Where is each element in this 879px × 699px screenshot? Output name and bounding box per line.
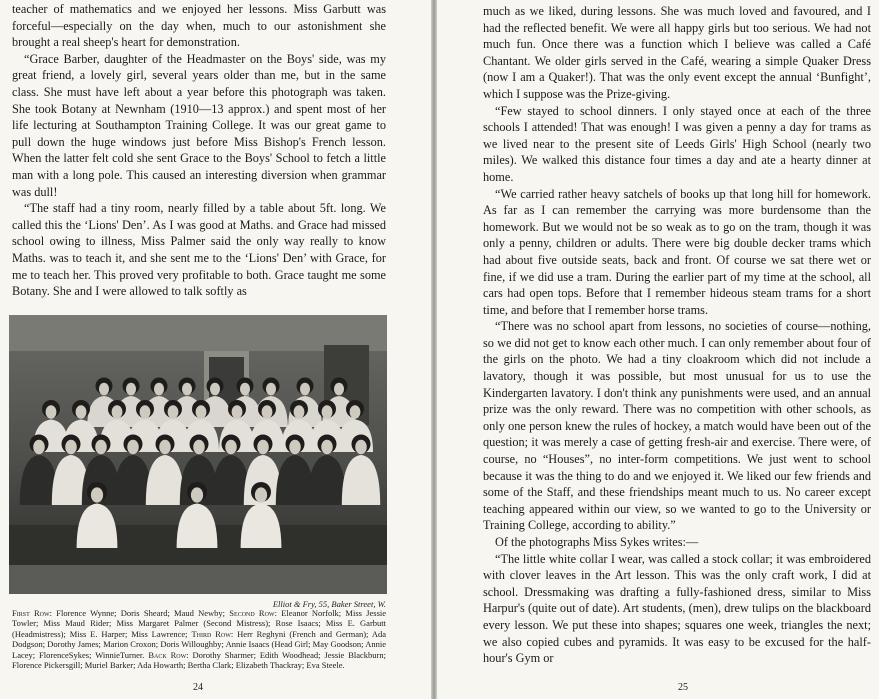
photo-caption [12, 608, 386, 670]
figure-face [294, 405, 305, 419]
figure-face [126, 383, 136, 396]
caption-row-label: Third Row: [191, 628, 234, 639]
figure-body [241, 504, 282, 549]
paragraph: Of the photographs Miss Sykes writes:— [495, 535, 699, 549]
page-number: 24 [193, 682, 203, 693]
caption-row-names: Florence Wynne; Doris Sheard; Maud Newby; [56, 608, 226, 618]
figure-face [33, 440, 45, 454]
figure-face [154, 383, 164, 396]
figure-face [210, 383, 220, 396]
figure-face [289, 440, 301, 454]
right-page-text [483, 3, 871, 667]
figure-face [99, 383, 109, 396]
figure-face [266, 383, 276, 396]
figure-face [112, 405, 123, 419]
figure-face [91, 487, 103, 502]
figure-face [159, 440, 171, 454]
caption-row-label: Back Row: [148, 649, 189, 660]
figure-face [193, 440, 205, 454]
figure-face [140, 405, 151, 419]
paragraph: “We carried rather heavy satchels of books up that long hill for homework. As far as I can remember the carrying was more burdensome than the homework. But we would not be so weak as to go on the tram, though it was only a penny, children or adults. There were big double decker trams which had about five outside seats, back and front. Of course we sat there wet or fine, if we did use a tram. During the earlier part of my time at the school, all cars had open tops. Before that I remember hideous steam trams for a short time, and before that I remember horse trams. [483, 186, 871, 317]
figure-face [182, 383, 192, 396]
figure-face [334, 383, 344, 396]
figure-face [240, 383, 250, 396]
figure-face [255, 487, 267, 502]
figure-face [168, 405, 179, 419]
paragraph: “Few stayed to school dinners. I only stayed once at each of the three schools I attended! That was enough! I was given a penny a day for trams as we lived near to the present site of Leeds Girls' High School (nearly two miles). We walked this distance four times a day and ate a hearty dinner at home. [483, 103, 871, 184]
figure-body [308, 455, 346, 505]
figure-face [300, 383, 310, 396]
right-page [437, 0, 879, 699]
figure-body [146, 455, 184, 505]
paragraph: “The staff had a tiny room, nearly filled by a table about 5ft. long. We called this the ‘Lions' Den’. As I was good at Maths. and Grace had missed school owing to illness, Miss Palmer said the only way really to know Maths. was to teach it, and she sent me to the ‘Lions' Den’ with Grace, for me to teach her. This proved very profitable to both. Grace taught me some Botany. She and I were allowed to talk softly as [12, 201, 386, 299]
caption-row-label: First Row: [12, 608, 52, 618]
figure-body [77, 504, 118, 549]
paragraph: much as we liked, during lessons. She was much loved and favoured, and I had the reflected benefit. We were all happy girls but too serious. We had not much fun. Once there was a function which I believe was called a Café Chantant. We older girls served in the Café, wearing a simple Quaker Dress (now I am a Quaker!). That was the only event except the annual ‘Bunfight’, which I suppose was the Prize-giving. [483, 4, 871, 101]
figure-face [225, 440, 237, 454]
figure-face [322, 405, 333, 419]
left-page-text [12, 1, 386, 300]
figure-face [196, 405, 207, 419]
figure-face [65, 440, 77, 454]
figure-body [342, 455, 380, 505]
figure-face [46, 405, 57, 419]
figure-body [177, 504, 218, 549]
paragraph: teacher of mathematics and we enjoyed her lessons. Miss Garbutt was forceful—especially on the day when, much to our astonishment she brought a real sheep's heart for demonstration. [12, 2, 386, 50]
left-page [0, 0, 431, 699]
figure-face [95, 440, 107, 454]
caption-row-names: Herr Reghyni (French and German); Ada Dodgson; Dorothy James; Marion Croxon; Doris Willoughby; Annie Isaacs (Head Girl; May Goodson; Annie Lacey; FlorenceSykes; WinnieTurner. [12, 628, 387, 660]
figure-face [191, 487, 203, 502]
paragraph: “Grace Barber, daughter of the Headmaster on the Boys' side, was my great friend, a lovely girl, several years older than me, but in the same class. She must have left about a year before this photograph was taken. She took Botany at Newnham (1910—13 approx.) and spent most of her life lecturing at Southampton Training College. It was our great game to pull down the huge windows just before Miss Bishop's French lesson. When the latter felt cold she sent Grace to the Boys' School to fetch a little man with a long pole. This caused an interesting diversion when grammar was dull! [12, 51, 386, 199]
figure-face [76, 405, 87, 419]
page-number: 25 [678, 682, 688, 693]
photo-credit: Elliot & Fry, 55, Baker Street, W. [272, 599, 386, 609]
figure-face [321, 440, 333, 454]
figure-face [355, 440, 367, 454]
figure-face [262, 405, 273, 419]
school-group-photograph [9, 315, 387, 594]
caption-row-label: Second Row: [229, 608, 277, 618]
caption-row-names: Eleanor Norfolk; Miss Jessie Towler; Miss Maud Rider; Miss Margaret Palmer (Second Mistress); Rose Isaacs; Miss E. Garbutt (Headmistress); Miss E. Harper; Miss Lawrence; [12, 608, 387, 639]
figure-face [232, 405, 243, 419]
caption-row-names: Dorothy Sharmer; Edith Woodhead; Jessie Blackburn; Florence Pickersgill; Muriel Barker; Ada Howarth; Bertha Clark; Elizabeth Thackray; Eva Steele. [12, 649, 386, 671]
figure-face [350, 405, 361, 419]
figure-face [127, 440, 139, 454]
figure-face [257, 440, 269, 454]
paragraph: “The little white collar I wear, was called a stock collar; it was embroidered with clover leaves in the Art lesson. This was the only craft work, I did at school. Dressmaking was drafting a fully-fashioned dress, similar to Miss Harpur's (quite out of date). Art students, (men), drew tulips on the blackboard every lesson. We put these into shapes; squares one week, triangles the next; we also copied cubes and pyramids. It was easy to be excused for the half-hour's Gym or [483, 551, 871, 666]
paragraph: “There was no school apart from lessons, no societies of course—nothing, so we did not get to know each other much. I can only remember about four of the girls on the photo. We had a tiny cloakroom which did not include a lavatory, though it was possible, but most unusual for us to use the Kindergarten lavatory. I don't think any punishments were used, and an annual prize was the only reward. There was no competition with other schools, as only one person knew the rules of hockey, a match would have been out of the question; it was merely a case of getting fresh-air and exercise. There were, of course, no “Houses”, no inter-form competitions. We just went to school because it was the thing to do and we enjoyed it. We liked our few friends and some of the Staff, and these friendships meant much to us. No career except teaching appeared within our view, so we wanted to go to the University or Training College, according to ability.” [483, 319, 871, 533]
